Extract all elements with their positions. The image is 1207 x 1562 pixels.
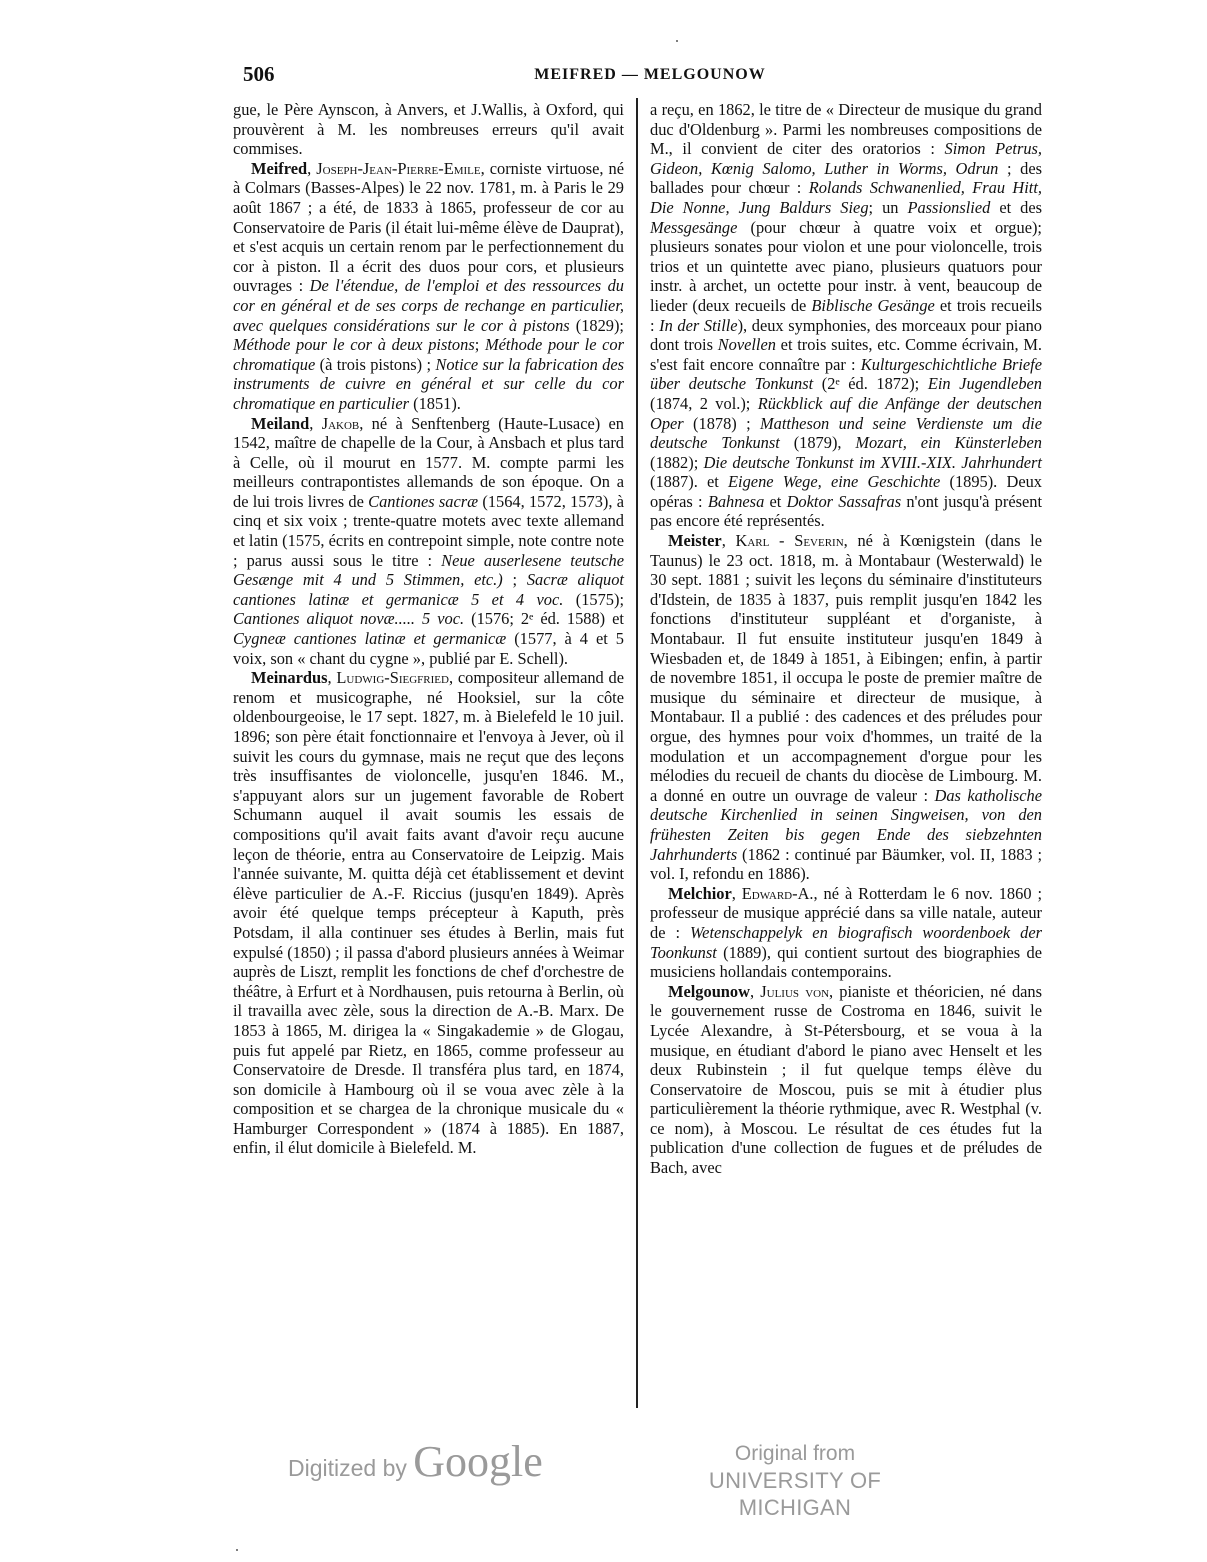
entry-text: (1874, 2 vol.); — [650, 393, 758, 413]
work-title: Neue auserlesene teutsche Gesænge mit 4 und 5 Stimmen, etc.) — [233, 550, 625, 590]
entry-headword: Meinardus — [251, 668, 328, 688]
work-title: Biblische Gesänge — [811, 295, 935, 315]
entry-text: (1895). Deux opéras : — [650, 472, 1042, 511]
print-speck — [676, 40, 678, 42]
entry-text: , né à Senftenberg (Haute-Lusace) en 1542, maître de chapelle de la Cour, à Ansbach et plus tard à Celle, où il mourut en 1577. M. compte parmi les meilleurs contrapontistes allemands de son époque. On a de lui trois livres de — [233, 413, 624, 511]
entry-text: , — [309, 413, 322, 433]
left-column — [233, 100, 624, 1158]
entry-text: (1879), — [779, 433, 856, 453]
given-names: Karl - Severin — [735, 531, 844, 551]
google-logo: Google — [413, 1437, 543, 1486]
entry-text: (pour chœur à quatre voix et orgue); plusieurs sonates pour violon et une pour violoncelle, trois trios et un quintette avec piano, plusieurs quatuors pour instr. à archet, un octette pour instr. à vent, beaucoup de lieder (deux recueils de — [650, 217, 1042, 315]
dictionary-entry — [650, 884, 1042, 982]
work-title: Bahnesa — [707, 491, 765, 511]
entry-text: (2ᵉ éd. 1872); — [813, 374, 928, 394]
entry-text: (1878) ; — [683, 413, 761, 433]
entry-headword: Meiland — [251, 413, 310, 433]
work-title: Passionslied — [907, 197, 991, 217]
entry-text: , né à Kœnigstein (dans le Taunus) le 23 oct. 1818, m. à Montabaur (Westerwald) le 30 sept. 1881 ; suivit les leçons du séminaire d'instituteurs d'Idstein, de 1835 à 1837, puis remplit jusqu'en 1842 les fonctions d'instituteur suppléant et d'organiste, à Montabaur. Il fut ensuite instituteur jusqu'en 1849 à Wiesbaden et, de 1849 à 1851, à Eibingen; enfin, à partir de novembre 1851, il occupa le poste de premier maître de musique du séminaire et directeur de musique, à Montabaur. Il a publié : des cadences et des préludes pour orgue, des hymnes pour voix d'hommes, un traité de la modulation et un accompagnement d'orgue pour les mélodies du recueil de chants du diocèse de Limbourg. M. a donné en outre un ouvrage de valeur : — [650, 531, 1042, 805]
dictionary-entry — [233, 159, 624, 414]
running-head: MEIFRED — MELGOUNOW — [534, 66, 766, 83]
work-title: Das katholische deutsche Kirchenlied in seinen Singweisen, von den frühesten Zeiten bis gegen Ende des siebzehnten Jahrhunderts — [650, 785, 1043, 864]
entry-text: et des — [990, 197, 1043, 217]
entry-text: et trois recueils : — [650, 295, 1042, 335]
entry-text: , corniste virtuose, né à Colmars (Basses-Alpes) le 22 nov. 1781, m. à Paris le 29 août 1867 ; a été, de 1833 à 1865, professeur de cor au Conservatoire de Paris (il était lui-même élève de Dauprat), et s'est acquis un certain renom par le perfectionnement du cor à piston. Il a écrit des duos pour cors, et plusieurs ouvrages : — [233, 158, 624, 296]
entry-text: , né à Rotterdam le 6 nov. 1860 ; professeur de musique apprécié dans sa ville natale, auteur de : — [650, 883, 1042, 942]
work-title: Die deutsche Tonkunst im XVIII.-XIX. Jahrhundert — [703, 452, 1042, 472]
work-title: Cantiones aliquot novæ..... 5 voc. — [233, 609, 465, 629]
work-title: Mattheson und seine Verdienste um die deutsche Tonkunst — [650, 413, 1043, 453]
work-title: Sacræ aliquot cantiones latinæ et germanicæ 5 et 4 voc. — [233, 570, 624, 609]
entry-text: , — [731, 883, 742, 903]
entry-text: (1862 : continué par Bäumker, vol. II, 1883 ; vol. I, refondu en 1886). — [650, 844, 1042, 884]
work-title: Eigene Wege, eine Geschichte — [728, 472, 941, 492]
work-title: Notice sur la fabrication des instruments de cuivre en général et sur celle du cor chromatique en particulier — [233, 354, 625, 413]
dictionary-entry — [233, 668, 624, 1158]
entry-text: (1887). et — [650, 472, 729, 492]
entry-text: ; un — [868, 197, 908, 217]
work-title: Mozart, ein Künsterleben — [855, 433, 1043, 453]
column-divider — [636, 98, 638, 1408]
entry-text: (à trois pistons) ; — [315, 354, 436, 374]
continued-paragraph — [233, 100, 624, 159]
dictionary-entry — [650, 982, 1042, 1178]
work-title: De l'étendue, de l'emploi et des ressources du cor en général et de ses corps de rechange en particulier, avec quelques considérations sur le cor à pistons — [233, 276, 624, 335]
work-title: Ein Jugendleben — [927, 374, 1042, 394]
entry-text: , pianiste et théoricien, né dans le gouvernement russe de Costroma en 1846, suivit le Lycée Alexandre, à St-Pétersbourg, et se voua à la musique, en étudiant d'abord le piano avec Henselt et les deux Rubinstein ; il fut quelque temps élève du Conservatoire de Moscou, puis se mit à étudier plus particulièrement la théorie rythmique, avec R. Westphal (v. ce nom), à Moscou. Le résultat de ces études fut la publication d'une collection de fugues et de préludes de Bach, avec — [650, 981, 1042, 1178]
entry-text: ; des ballades pour chœur : — [650, 158, 1042, 198]
entry-text: et trois suites, etc. Comme écrivain, M. s'est fait encore connaître par : — [650, 335, 1042, 374]
work-title: Kulturgeschichtliche Briefe über deutsche Tonkunst — [650, 354, 1042, 394]
digitized-by-label: Digitized by — [288, 1455, 407, 1481]
entry-text: (1889), qui contient surtout des biographies de musiciens hollandais contemporains. — [650, 942, 1042, 982]
right-column — [650, 100, 1042, 1178]
entry-text: ; — [474, 335, 485, 355]
entry-text: (1577, à 4 et 5 voix, son « chant du cygne », publié par E. Schell). — [233, 629, 624, 668]
given-names: Jakob — [321, 413, 360, 433]
work-title: Méthode pour le cor chromatique — [233, 335, 624, 374]
work-title: Wetenschappelyk en biografisch woordenboek der Toonkunst — [650, 922, 1042, 962]
entry-headword: Melgounow — [668, 981, 750, 1001]
entry-text: a reçu, en 1862, le titre de « Directeur de musique du grand duc d'Oldenburg ». Parmi les nombreuses compositions de M., il convient de citer des oratorios : — [650, 100, 1042, 159]
work-title: Cantiones sacræ — [368, 491, 479, 511]
entry-text: (1882); — [650, 452, 704, 472]
entry-text: et — [764, 491, 787, 511]
entry-text: (1564, 1572, 1573), à cinq et six voix ; trente-quatre motets avec texte allemand et latin (1575, écrits en contrepoint simple, note contre note ; parus aussi sous le titre : — [233, 491, 625, 570]
entry-text: , — [721, 531, 736, 551]
original-from-watermark — [660, 1440, 930, 1521]
given-names: Joseph-Jean-Pierre-Emile — [316, 158, 481, 178]
original-from-label: Original from — [734, 1442, 856, 1465]
entry-headword: Meister — [668, 531, 722, 551]
entry-text: , — [307, 158, 317, 178]
work-title: Doktor Sassafras — [786, 491, 902, 511]
entry-text: ), deux symphonies, des morceaux pour piano dont trois — [650, 315, 1043, 355]
left-column-text — [233, 100, 624, 1158]
work-title: In der Stille — [659, 315, 738, 335]
given-names: Julius von — [760, 981, 830, 1001]
entry-text: (1851). — [409, 393, 461, 413]
work-title: Rolands Schwanenlied, Frau Hitt, Die Nonne, Jung Baldurs Sieg — [650, 178, 1042, 217]
given-names: Edward-A. — [741, 883, 814, 903]
work-title: Méthode pour le cor à deux pistons — [233, 335, 475, 355]
entry-text: , — [327, 668, 337, 688]
entry-text: , — [749, 981, 761, 1001]
work-title: Novellen — [717, 335, 776, 355]
page-number: 506 — [243, 62, 275, 86]
work-title: Simon Petrus, Gideon, Kœnig Salomo, Luther in Worms, Odrun — [650, 139, 1043, 178]
entry-headword: Melchior — [668, 883, 732, 903]
digitized-by-watermark — [288, 1436, 543, 1487]
work-title: Messgesänge — [650, 217, 738, 237]
entry-headword: Meifred — [251, 158, 308, 178]
entry-text: ; — [502, 570, 527, 590]
print-speck — [236, 1549, 238, 1551]
dictionary-entry — [233, 414, 624, 669]
work-title: Rückblick auf die Anfänge der deutschen Oper — [650, 393, 1043, 433]
work-title: Cygneæ cantiones latinæ et germanicæ — [233, 629, 507, 649]
right-column-text — [650, 100, 1042, 1178]
entry-text: (1575); — [563, 589, 624, 609]
continued-paragraph — [650, 100, 1042, 531]
entry-text: n'ont jusqu'à présent pas encore été représentés. — [650, 491, 1042, 531]
university-name: UNIVERSITY OF MICHIGAN — [708, 1468, 882, 1520]
dictionary-entry — [650, 531, 1042, 884]
entry-text: , compositeur allemand de renom et musicographe, né Hooksiel, sur la côte oldenbourgeoise, le 17 sept. 1827, m. à Bielefeld le 10 juil. 1896; son père était fonctionnaire et l'envoya à Jever, où il suivit les cours du gymnase, mais ne reçut que des leçons très insuffisantes de violoncelle, jusqu'en 1846. M., s'appuyant alors sur un jugement favorable de Robert Schumann auquel il avait soumis les essais de compositions qu'il avait faits avant d'avoir reçu aucune leçon de théorie, entra au Conservatoire de Leipzig. Mais l'année suivante, M. quitta déjà cet établissement et devint élève particulier de A.-F. Riccius (jusqu'en 1849). Après avoir été quelque temps précepteur à Kaputh, près Potsdam, il alla continuer ses études à Berlin, mais fut expulsé (1850) ; il passa d'abord plusieurs années à Weimar auprès de Liszt, remplit les fonctions de chef d'orchestre de théâtre, à Erfurt et à Nordhausen, puis retourna à Berlin, où il travailla avec zèle, sous la direction de A.-B. Marx. De 1853 à 1865, M. dirigea la « Singakademie » de Glogau, puis fut appelé par Rietz, en 1865, comme professeur au Conservatoire de Dresde. Il transféra plus tard, en 1874, son domicile à Hambourg où il se voua avec zèle à la composition et se chargea de la chronique musicale du « Hamburger Correspondent » (1874 à 1885). En 1887, enfin, il élut domicile à Bielefeld. M. — [233, 668, 624, 1158]
entry-text: (1576; 2ᵉ éd. 1588) et — [464, 609, 624, 629]
entry-text: gue, le Père Aynscon, à Anvers, et J.Wallis, à Oxford, qui prouvèrent à M. les nombreuses erreurs qu'il avait commises. — [233, 100, 624, 159]
given-names: Ludwig-Siegfried — [336, 668, 449, 688]
entry-text: (1829); — [569, 315, 624, 335]
